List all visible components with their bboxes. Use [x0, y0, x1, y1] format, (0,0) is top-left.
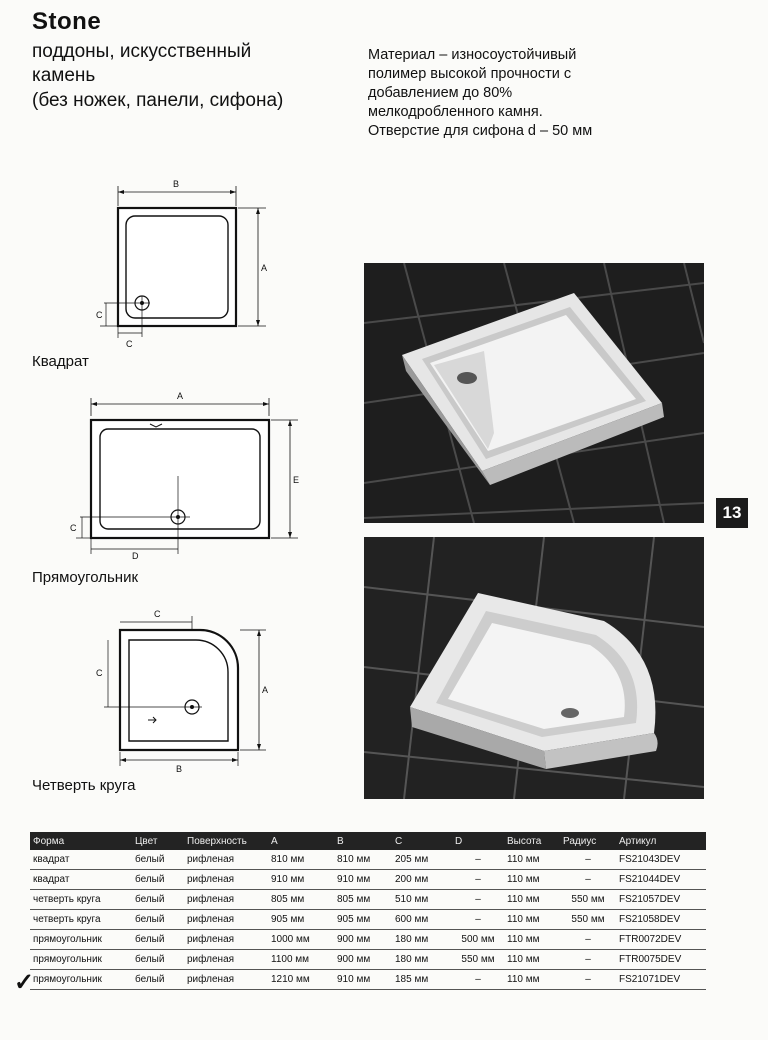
handwritten-check-mark: ✓: [14, 969, 35, 996]
square-dim-a: A: [261, 263, 268, 273]
square-label: Квадрат: [32, 353, 89, 370]
cell-d: 500 мм: [452, 930, 504, 950]
page-number-badge: 13: [716, 498, 748, 528]
material-line-5: Отверстие для сифона d – 50 мм: [368, 123, 593, 139]
square-dim-c-horizontal: C: [126, 339, 133, 349]
cell-b: 810 мм: [334, 850, 392, 870]
material-line-2: полимер высокой прочности с: [368, 66, 572, 82]
cell-c: 200 мм: [392, 870, 452, 890]
cell-c: 600 мм: [392, 910, 452, 930]
table-row: [30, 930, 706, 950]
header-c: C: [392, 832, 452, 850]
subtitle-line-1: поддоны, искусственный: [32, 41, 252, 62]
cell-forma: прямоугольник: [30, 950, 132, 970]
cell-b: 900 мм: [334, 950, 392, 970]
cell-vysota: 110 мм: [504, 930, 560, 950]
quarter-circle-diagram: [84, 600, 294, 778]
cell-forma: квадрат: [30, 870, 132, 890]
specs-table: [30, 832, 706, 990]
square-tray-photo: [364, 263, 704, 523]
cell-tsvet: белый: [132, 930, 184, 950]
subtitle-line-2: камень: [32, 65, 96, 86]
table-row: [30, 970, 706, 990]
cell-a: 1000 мм: [268, 930, 334, 950]
cell-a: 1210 мм: [268, 970, 334, 990]
cell-artikul: FS21044DEV: [616, 870, 706, 890]
cell-a: 910 мм: [268, 870, 334, 890]
cell-artikul: FS21043DEV: [616, 850, 706, 870]
cell-vysota: 110 мм: [504, 910, 560, 930]
cell-forma: квадрат: [30, 850, 132, 870]
cell-a: 905 мм: [268, 910, 334, 930]
cell-radius: 550 мм: [560, 910, 616, 930]
quarter-dim-c-left: C: [96, 668, 103, 678]
header-tsvet: Цвет: [132, 832, 184, 850]
material-line-1: Материал – износоустойчивый: [368, 47, 577, 63]
rectangle-dim-e: E: [293, 475, 300, 485]
cell-d: 550 мм: [452, 950, 504, 970]
table-row: [30, 870, 706, 890]
table-row: [30, 950, 706, 970]
cell-tsvet: белый: [132, 950, 184, 970]
cell-d: –: [452, 850, 504, 870]
rectangle-dim-c: C: [70, 523, 77, 533]
cell-poverkhnost: рифленая: [184, 930, 268, 950]
subtitle-line-3: (без ножек, панели, сифона): [32, 90, 284, 111]
table-row: [30, 910, 706, 930]
cell-vysota: 110 мм: [504, 890, 560, 910]
cell-artikul: FS21071DEV: [616, 970, 706, 990]
cell-b: 910 мм: [334, 970, 392, 990]
cell-forma: прямоугольник: [30, 930, 132, 950]
cell-c: 180 мм: [392, 930, 452, 950]
header-forma: Форма: [30, 832, 132, 850]
cell-vysota: 110 мм: [504, 950, 560, 970]
rectangle-diagram: [66, 386, 316, 566]
cell-c: 180 мм: [392, 950, 452, 970]
cell-b: 910 мм: [334, 870, 392, 890]
cell-poverkhnost: рифленая: [184, 950, 268, 970]
cell-d: –: [452, 970, 504, 990]
cell-artikul: FS21058DEV: [616, 910, 706, 930]
cell-c: 185 мм: [392, 970, 452, 990]
cell-poverkhnost: рифленая: [184, 850, 268, 870]
cell-vysota: 110 мм: [504, 870, 560, 890]
square-dim-c-vertical: C: [96, 310, 103, 320]
square-diagram: [76, 172, 286, 352]
cell-artikul: FS21057DEV: [616, 890, 706, 910]
cell-d: –: [452, 910, 504, 930]
cell-artikul: FTR0072DEV: [616, 930, 706, 950]
cell-vysota: 110 мм: [504, 850, 560, 870]
header-a: A: [268, 832, 334, 850]
cell-a: 1100 мм: [268, 950, 334, 970]
cell-b: 900 мм: [334, 930, 392, 950]
cell-a: 810 мм: [268, 850, 334, 870]
header-d: D: [452, 832, 504, 850]
table-row: [30, 890, 706, 910]
cell-radius: –: [560, 970, 616, 990]
header-poverkhnost: Поверхность: [184, 832, 268, 850]
cell-poverkhnost: рифленая: [184, 970, 268, 990]
cell-radius: 550 мм: [560, 890, 616, 910]
cell-vysota: 110 мм: [504, 970, 560, 990]
cell-forma: четверть круга: [30, 890, 132, 910]
cell-forma: прямоугольник: [30, 970, 132, 990]
cell-radius: –: [560, 950, 616, 970]
cell-forma: четверть круга: [30, 910, 132, 930]
cell-artikul: FTR0075DEV: [616, 950, 706, 970]
quarter-circle-label: Четверть круга: [32, 777, 136, 794]
quarter-tray-photo: [364, 537, 704, 799]
cell-poverkhnost: рифленая: [184, 910, 268, 930]
material-line-3: добавлением до 80%: [368, 85, 513, 101]
brand-title: Stone: [32, 8, 102, 35]
square-dim-b: B: [173, 179, 180, 189]
header-artikul: Артикул: [616, 832, 706, 850]
header-b: B: [334, 832, 392, 850]
cell-tsvet: белый: [132, 970, 184, 990]
cell-radius: –: [560, 930, 616, 950]
rectangle-dim-d: D: [132, 551, 139, 561]
table-header-row: [30, 832, 706, 850]
cell-radius: –: [560, 870, 616, 890]
cell-tsvet: белый: [132, 850, 184, 870]
cell-tsvet: белый: [132, 910, 184, 930]
quarter-dim-c-top: C: [154, 609, 161, 619]
cell-a: 805 мм: [268, 890, 334, 910]
rectangle-dim-a: A: [177, 391, 184, 401]
material-line-4: мелкодробленного камня.: [368, 104, 543, 120]
quarter-dim-a: A: [262, 685, 269, 695]
table-row: [30, 850, 706, 870]
cell-tsvet: белый: [132, 870, 184, 890]
header-radius: Радиус: [560, 832, 616, 850]
cell-c: 510 мм: [392, 890, 452, 910]
cell-b: 905 мм: [334, 910, 392, 930]
cell-c: 205 мм: [392, 850, 452, 870]
cell-b: 805 мм: [334, 890, 392, 910]
rectangle-label: Прямоугольник: [32, 569, 139, 586]
cell-poverkhnost: рифленая: [184, 870, 268, 890]
cell-poverkhnost: рифленая: [184, 890, 268, 910]
header-vysota: Высота: [504, 832, 560, 850]
quarter-dim-b: B: [176, 764, 183, 774]
cell-tsvet: белый: [132, 890, 184, 910]
cell-d: –: [452, 890, 504, 910]
cell-d: –: [452, 870, 504, 890]
cell-radius: –: [560, 850, 616, 870]
